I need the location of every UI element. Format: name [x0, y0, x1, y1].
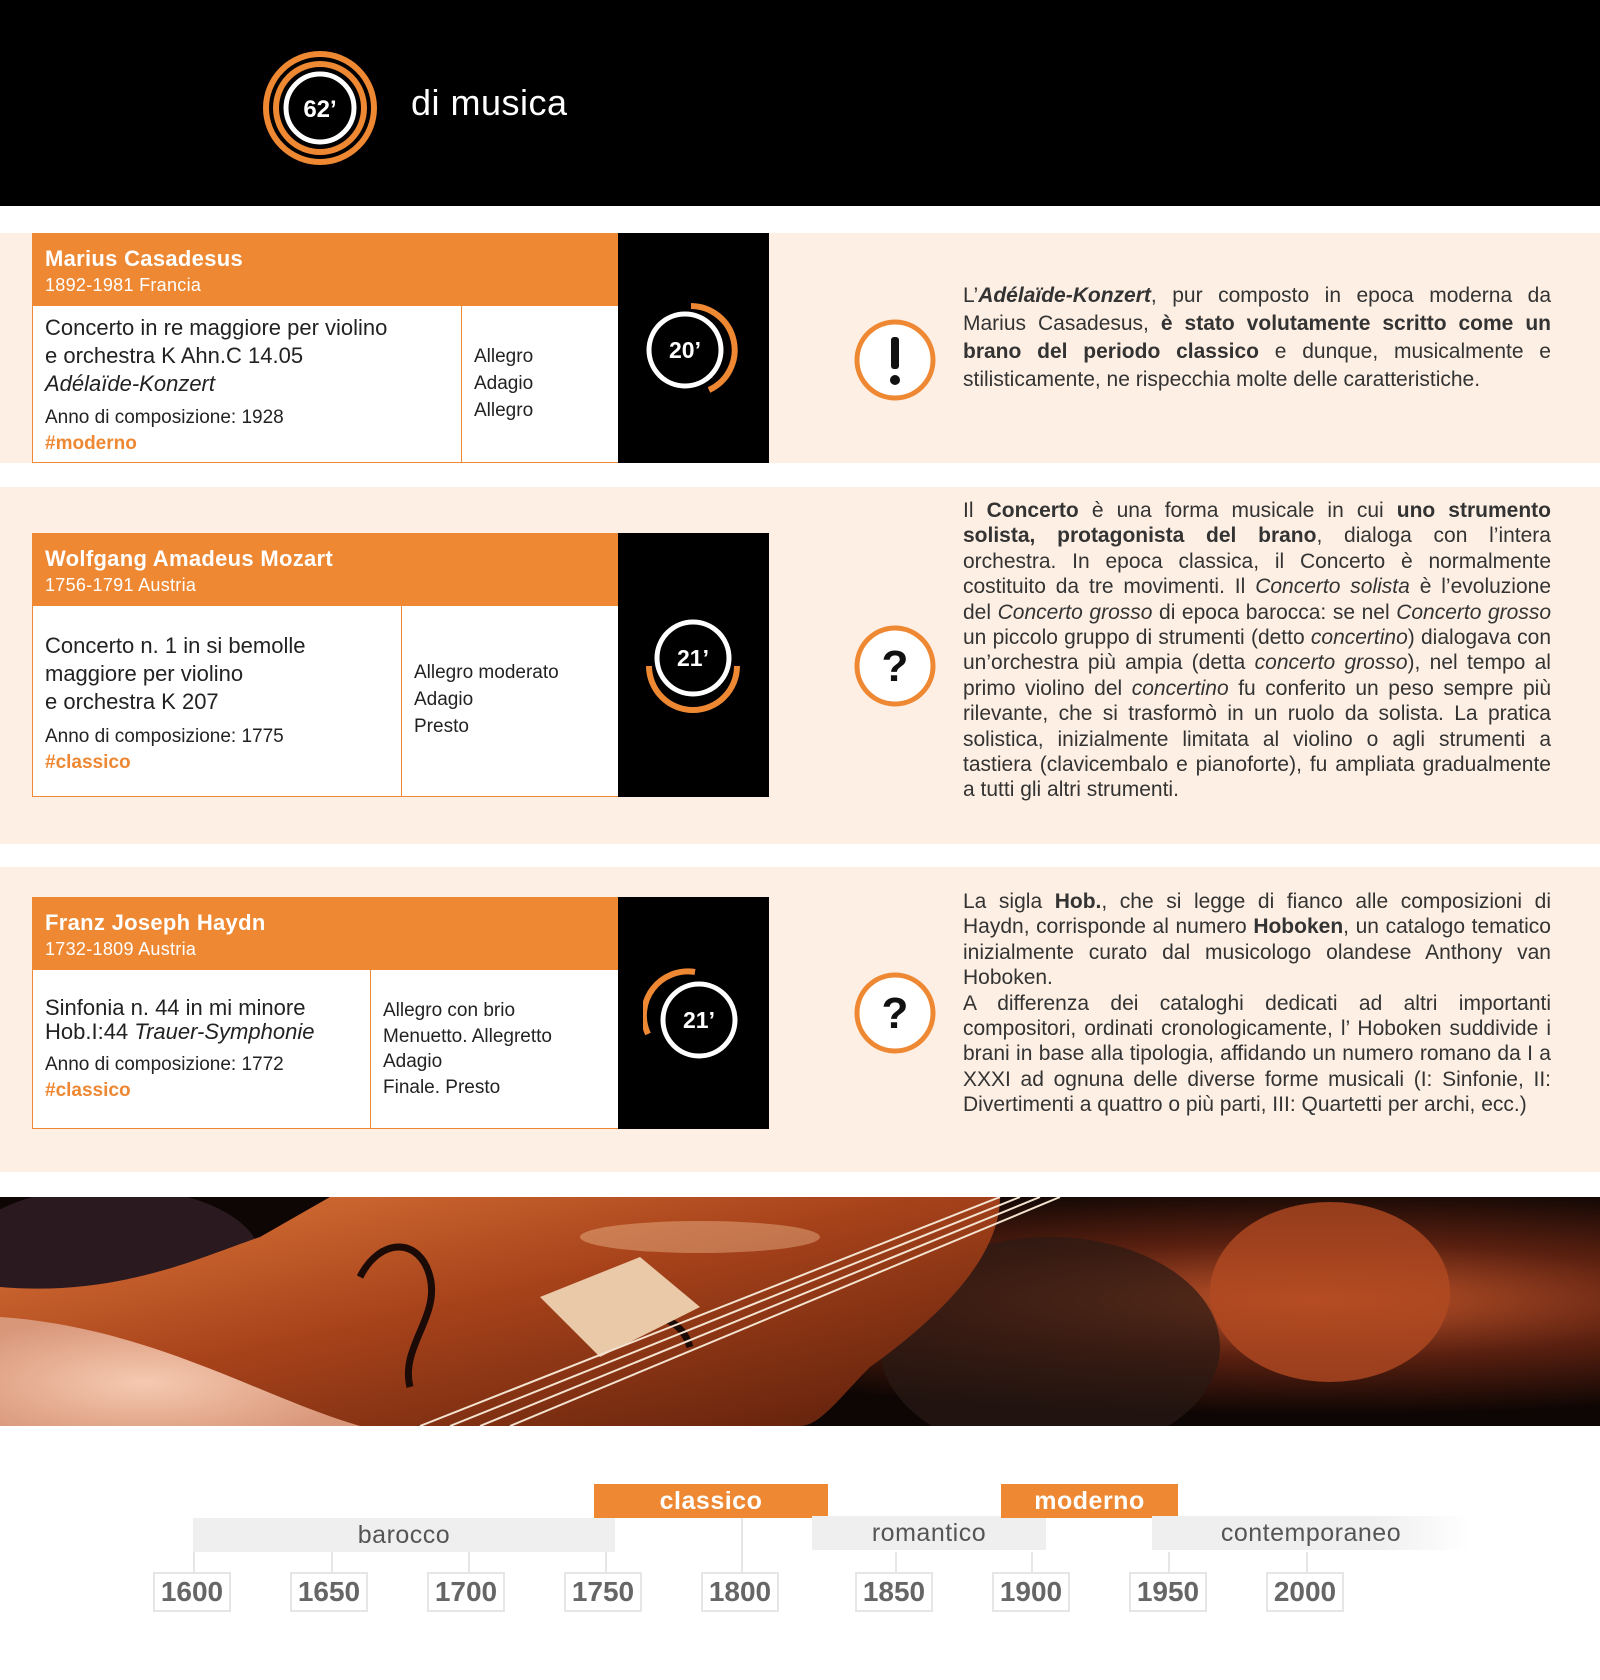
- total-duration-label: 62’: [303, 96, 337, 123]
- header-title: di musica: [411, 82, 568, 123]
- year-label: 1950: [1129, 1572, 1207, 1612]
- svg-text:?: ?: [881, 642, 909, 691]
- concert-card-1: [32, 233, 619, 463]
- exclamation-icon: [853, 318, 937, 402]
- movement-item: Adagio: [474, 373, 534, 394]
- svg-text:?: ?: [881, 989, 909, 1038]
- period-romantico: romantico: [812, 1516, 1046, 1550]
- movements-list: [402, 606, 559, 740]
- movement-item: Allegro con brio: [383, 1000, 516, 1021]
- period-barocco: barocco: [193, 1518, 615, 1552]
- year-label: 2000: [1266, 1572, 1344, 1612]
- work-title-line: Concerto in re maggiore per violino: [45, 315, 388, 340]
- period-tag: #moderno: [45, 433, 137, 454]
- movement-item: Presto: [414, 716, 469, 737]
- note-hoboken: La sigla Hob., che si legge di fianco alle composizioni di Haydn, corrisponde al numero Hoboken, un catalogo tematico inizialmente curato dal musicologo olandese Anthony van Hoboken. A differenza dei cataloghi dedicati ad altri importanti compositori, ordinati cronologicamente, l’ Hoboken suddivide i brani in base alla tipologia, affidando un numero romano da I a XXXI ad ognuna delle diverse forme musicali (I: Sinfonie, II: Divertimenti a quattro o più parti, III: Quartetti per archi, ecc.): [963, 890, 1552, 1117]
- composer-name: Wolfgang Amadeus Mozart: [45, 546, 334, 571]
- composition-year: Anno di composizione: 1772: [45, 1054, 284, 1075]
- movement-item: Adagio: [414, 689, 474, 710]
- duration-ring: [643, 300, 743, 400]
- duration-panel: [618, 533, 769, 797]
- header-bar: [0, 0, 1600, 206]
- composer-dates: 1892-1981 Francia: [45, 275, 202, 295]
- movement-item: Finale. Presto: [383, 1076, 501, 1098]
- duration-label: 21’: [683, 1007, 715, 1033]
- work-title-line: e orchestra K Ahn.C 14.05: [45, 343, 304, 368]
- movement-item: Allegro: [474, 400, 534, 421]
- work-info: [33, 970, 371, 1128]
- movement-item: Adagio: [383, 1051, 443, 1072]
- composer-name: Franz Joseph Haydn: [45, 910, 266, 935]
- period-contemporaneo: contemporaneo: [1152, 1516, 1470, 1550]
- work-subtitle: Adélaïde-Konzert: [45, 371, 215, 396]
- work-title-line: e orchestra K 207: [45, 689, 219, 714]
- movements-list: [462, 306, 533, 424]
- concert-card-2: [32, 533, 619, 797]
- year-label: 1750: [564, 1572, 642, 1612]
- work-title-line: Concerto n. 1 in si bemolle: [45, 633, 306, 658]
- period-tag: #classico: [45, 1080, 131, 1101]
- question-icon: [853, 971, 937, 1055]
- period-tag: #classico: [45, 752, 131, 773]
- movement-item: Menuetto. Allegretto: [383, 1025, 552, 1047]
- movement-item: Allegro moderato: [414, 662, 559, 683]
- composer-name: Marius Casadesus: [45, 246, 243, 271]
- composer-dates: 1756-1791 Austria: [45, 575, 197, 595]
- work-title-line: Sinfonia n. 44 in mi minore: [45, 995, 306, 1020]
- year-label: 1600: [153, 1572, 231, 1612]
- period-moderno: moderno: [1001, 1484, 1178, 1518]
- composition-year: Anno di composizione: 1775: [45, 726, 284, 747]
- duration-panel: [618, 233, 769, 463]
- movements-list: [371, 970, 552, 1100]
- period-classico: classico: [594, 1484, 828, 1518]
- composer-dates: 1732-1809 Austria: [45, 939, 197, 959]
- duration-ring: [643, 966, 743, 1066]
- year-label: 1700: [427, 1572, 505, 1612]
- year-label: 1650: [290, 1572, 368, 1612]
- work-info: [33, 306, 462, 462]
- total-duration-ring: [262, 50, 378, 166]
- concert-card-3: [32, 897, 619, 1129]
- card-header: [33, 898, 620, 970]
- composition-year: Anno di composizione: 1928: [45, 407, 284, 428]
- year-label: 1900: [992, 1572, 1070, 1612]
- note-concerto: Il Concerto è una forma musicale in cui uno strumento solista, protagonista del brano, dialoga con l’intera orchestra. In epoca classica, il Concerto è normalmente costituito da tre movimenti. Il Concerto solista è l’evoluzione del Concerto grosso di epoca barocca: se nel Concerto grosso un piccolo gruppo di strumenti (detto concertino) dialogava con un’orchestra più ampia (detta concerto grosso), nel tempo al primo violino del concertino fu conferito un peso sempre più rilevante, che si trasformò in un ruolo da solista. La pratica solistica, inizialmente limitata al violino o agli strumenti a tastiera (clavicembalo e pianoforte), fu ampliata gradualmente a tutti gli altri strumenti.: [963, 499, 1552, 802]
- work-title-line: Hob.I:44 Trauer-Symphonie: [45, 1019, 315, 1044]
- duration-panel: [618, 897, 769, 1129]
- work-info: [33, 606, 402, 796]
- movement-item: Allegro: [474, 346, 534, 367]
- duration-label: 20’: [669, 337, 701, 363]
- violin-photo: [0, 1197, 1600, 1426]
- work-title-line: maggiore per violino: [45, 661, 244, 686]
- card-header: [33, 534, 620, 606]
- year-label: 1850: [855, 1572, 933, 1612]
- duration-label: 21’: [677, 645, 709, 671]
- note-casadesus: L’Adélaïde-Konzert, pur composto in epoca moderna da Marius Casadesus, è stato volutamente scritto come un brano del periodo classico e dunque, musicalmente e stilisticamente, ne rispecchia molte delle caratteristiche.: [963, 284, 1551, 391]
- year-label: 1800: [701, 1572, 779, 1612]
- card-header: [33, 234, 620, 306]
- duration-ring: [643, 616, 743, 716]
- question-icon: [853, 624, 937, 708]
